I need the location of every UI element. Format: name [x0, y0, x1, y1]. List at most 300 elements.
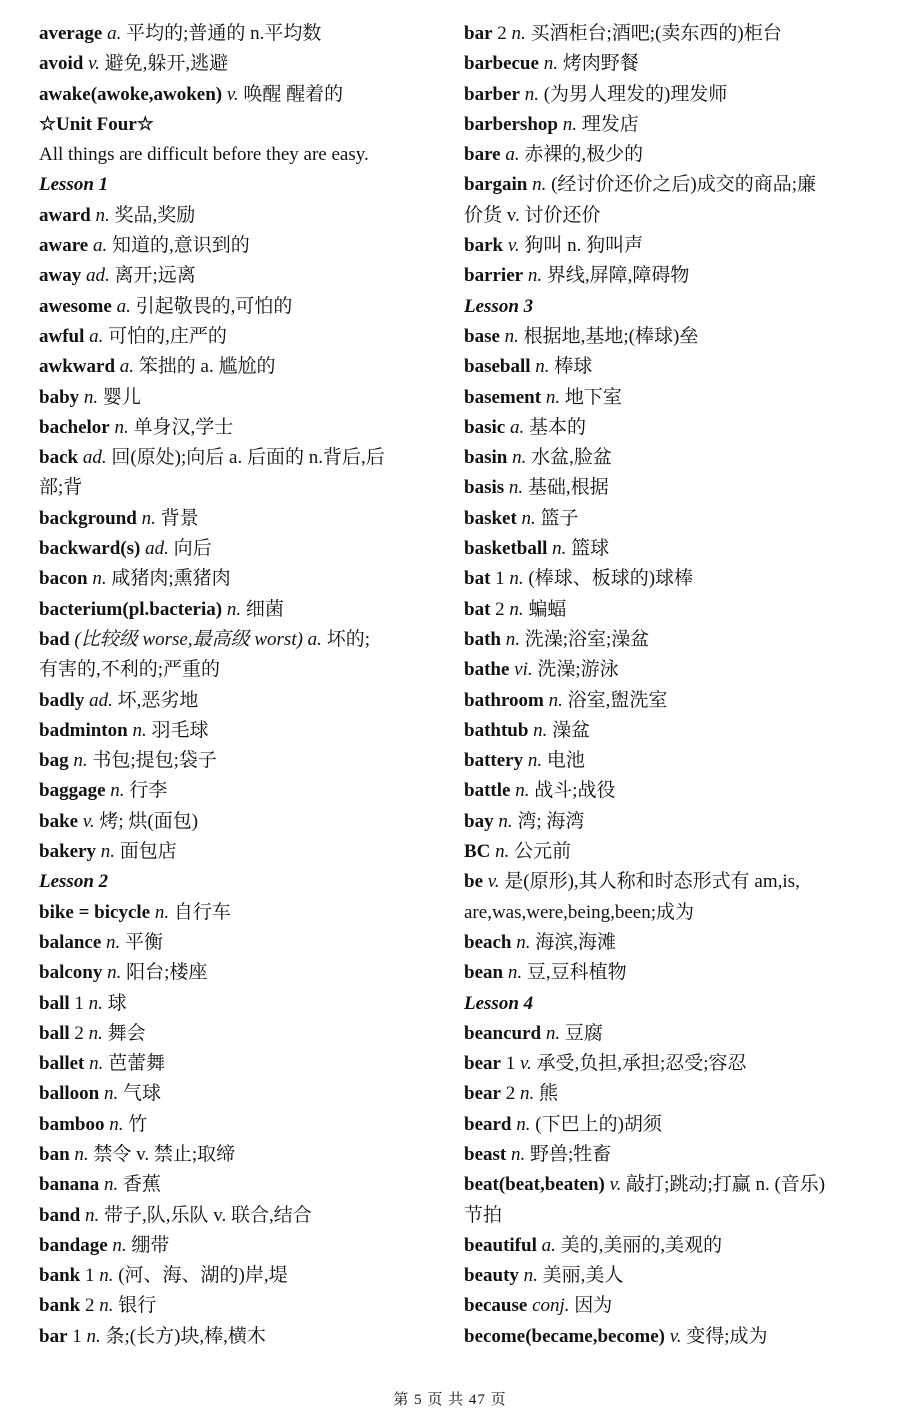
dictionary-entry [464, 1322, 874, 1352]
dictionary-entry [39, 1170, 439, 1200]
definition: 书包;提包;袋子 [92, 750, 217, 772]
part-of-speech: v. [519, 1053, 532, 1075]
right-column [464, 19, 874, 1352]
lesson-heading: Lesson 4 [464, 992, 534, 1014]
dictionary-entry [39, 443, 439, 473]
dictionary-entry [464, 383, 874, 413]
part-of-speech: ad. [85, 265, 110, 287]
definition: 平均的;普通的 n.平均数 [126, 23, 322, 44]
dictionary-entry [464, 958, 874, 988]
dictionary-line [464, 1201, 874, 1231]
part-of-speech: n. [516, 1113, 531, 1135]
part-of-speech: n. [505, 628, 520, 650]
dictionary-entry [39, 49, 439, 79]
definition: 公元前 [514, 841, 572, 863]
part-of-speech: n. [532, 174, 547, 196]
definition: 蝙蝠 [528, 598, 567, 620]
part-of-speech: n. [533, 719, 548, 741]
dictionary-line [464, 989, 874, 1019]
definition: 银行 [118, 1295, 157, 1317]
headword: avoid [39, 53, 84, 75]
headword: bean [464, 962, 504, 984]
part-of-speech: v. [226, 83, 239, 105]
part-of-speech: n. [110, 780, 125, 802]
definition: 坏,恶劣地 [117, 689, 199, 711]
part-of-speech: n. [515, 780, 530, 802]
sense-number: 2 [497, 23, 507, 44]
part-of-speech: n. [511, 23, 526, 44]
headword: ball [39, 992, 70, 1014]
dictionary-entry [464, 564, 874, 594]
sense-number: 1 [74, 992, 84, 1014]
headword: basket [464, 507, 517, 529]
dictionary-entry [39, 1079, 439, 1109]
sense-number: 1 [72, 1325, 82, 1347]
definition: (河、海、湖的)岸,堤 [118, 1265, 288, 1287]
dictionary-entry [464, 716, 874, 746]
dictionary-entry [464, 473, 874, 503]
headword: barbecue [464, 53, 539, 75]
headword: beautiful [464, 1234, 537, 1256]
part-of-speech: conj. [532, 1295, 570, 1317]
dictionary-entry [464, 1140, 874, 1170]
definition: 根据地,基地;(棒球)垒 [523, 325, 699, 347]
dictionary-entry [464, 49, 874, 79]
part-of-speech: n. [498, 810, 513, 832]
headword: badminton [39, 719, 128, 741]
dictionary-line [39, 867, 439, 897]
headword: base [464, 325, 500, 347]
dictionary-entry [464, 928, 874, 958]
definition: 洗澡;浴室;澡盆 [524, 628, 650, 650]
part-of-speech: n. [521, 507, 536, 529]
dictionary-entry [464, 807, 874, 837]
part-of-speech: n. [89, 1053, 104, 1075]
headword: basis [464, 477, 505, 499]
definition: 避免,躲开,逃避 [104, 53, 229, 75]
headword: awful [39, 325, 85, 347]
headword: beat(beat,beaten) [464, 1174, 605, 1196]
dictionary-entry [39, 534, 439, 564]
definition: 球 [107, 992, 127, 1014]
headword: battle [464, 780, 511, 802]
headword: bake [39, 810, 79, 832]
definition: 背景 [160, 507, 199, 529]
definition: 理发店 [581, 113, 639, 135]
headword: bar [464, 23, 493, 44]
dictionary-entry [39, 989, 439, 1019]
headword: backward(s) [39, 538, 141, 560]
part-of-speech: n. [504, 325, 519, 347]
definition: 咸猪肉;熏猪肉 [111, 568, 231, 590]
sense-number: 1 [84, 1265, 95, 1287]
headword: bat [464, 568, 491, 590]
part-of-speech: n. [88, 992, 103, 1014]
sense-number: 1 [505, 1053, 516, 1075]
dictionary-entry [464, 1261, 874, 1291]
definition: 战斗;战役 [534, 780, 616, 802]
dictionary-entry [39, 322, 439, 352]
headword: band [39, 1204, 81, 1226]
dictionary-line [464, 201, 874, 231]
headword: baseball [464, 356, 531, 378]
dictionary-entry [464, 322, 874, 352]
headword: bamboo [39, 1113, 105, 1135]
part-of-speech: n. [132, 719, 147, 741]
part-of-speech: n. [495, 841, 510, 863]
definition: 买酒柜台;酒吧;(卖东西的)柜台 [530, 23, 782, 44]
part-of-speech: (比较级 worse,最高级 worst) a. [74, 628, 322, 650]
definition: 篮子 [540, 507, 579, 529]
dictionary-entry [39, 686, 439, 716]
definition: 向后 [173, 538, 212, 560]
definition: 敲打;跳动;打赢 n. (音乐) [626, 1174, 826, 1196]
headword: bark [464, 235, 504, 257]
part-of-speech: n. [509, 598, 524, 620]
definition: 赤裸的,极少的 [524, 144, 644, 166]
dictionary-entry [464, 1019, 874, 1049]
definition: 气球 [122, 1083, 161, 1105]
headword: bandage [39, 1234, 108, 1256]
definition: 禁令 v. 禁止;取缔 [93, 1143, 236, 1165]
dictionary-entry [39, 19, 439, 49]
headword: awesome [39, 295, 112, 317]
dictionary-entry [39, 413, 439, 443]
headword: beauty [464, 1265, 519, 1287]
definition: 带子,队,乐队 v. 联合,结合 [103, 1204, 312, 1226]
definition: 美丽,美人 [542, 1265, 624, 1287]
part-of-speech: n. [562, 113, 577, 135]
dictionary-entry [464, 352, 874, 382]
dictionary-entry [464, 231, 874, 261]
dictionary-entry [39, 292, 439, 322]
headword: bathtub [464, 719, 529, 741]
part-of-speech: n. [100, 841, 115, 863]
lesson-heading: Lesson 2 [39, 871, 109, 893]
part-of-speech: n. [552, 538, 567, 560]
part-of-speech: n. [92, 568, 107, 590]
part-of-speech: n. [510, 1143, 526, 1165]
definition: 因为 [574, 1295, 613, 1317]
definition: (经讨价还价之后)成交的商品;廉 [551, 174, 817, 196]
part-of-speech: v. [82, 810, 95, 832]
part-of-speech: n. [103, 1174, 119, 1196]
headword: banana [39, 1174, 100, 1196]
headword: baby [39, 386, 80, 408]
dictionary-entry [39, 1322, 439, 1352]
left-column [39, 19, 439, 1352]
part-of-speech: n. [535, 356, 550, 378]
part-of-speech: vi. [514, 659, 533, 681]
continuation-text: 有害的,不利的;严重的 [39, 659, 221, 681]
definition: 回(原处);向后 a. 后面的 n.背后,后 [111, 447, 385, 469]
part-of-speech: n. [512, 447, 527, 469]
dictionary-entry [39, 625, 439, 655]
dictionary-entry [464, 170, 874, 200]
definition: 香蕉 [122, 1174, 161, 1196]
continuation-text: are,was,were,being,been;成为 [464, 901, 695, 923]
part-of-speech: n. [84, 1204, 100, 1226]
dictionary-entry [464, 776, 874, 806]
part-of-speech: v. [507, 235, 520, 257]
definition: 婴儿 [102, 386, 141, 408]
sense-number: 2 [495, 598, 505, 620]
part-of-speech: n. [88, 1022, 103, 1044]
headword: bachelor [39, 416, 110, 438]
part-of-speech: v. [669, 1325, 682, 1347]
definition: 浴室,盥洗室 [567, 689, 668, 711]
continuation-text: 节拍 [464, 1204, 503, 1226]
dictionary-line [464, 898, 874, 928]
headword: bathroom [464, 689, 544, 711]
definition: 野兽;牲畜 [529, 1143, 612, 1165]
dictionary-entry [464, 595, 874, 625]
part-of-speech: n. [86, 1325, 101, 1347]
definition: 绷带 [131, 1234, 170, 1256]
part-of-speech: ad. [145, 538, 169, 560]
definition: 界线,屏障,障碍物 [546, 265, 690, 287]
headword: balcony [39, 962, 103, 984]
definition: 豆,豆科植物 [526, 962, 627, 984]
definition: 海滨,海滩 [535, 931, 617, 953]
headword: awake(awoke,awoken) [39, 83, 223, 105]
part-of-speech: ad. [82, 447, 107, 469]
headword: bear [464, 1083, 501, 1105]
headword: badly [39, 689, 85, 711]
headword: awkward [39, 356, 116, 378]
headword: battery [464, 750, 524, 772]
dictionary-line [39, 170, 439, 200]
part-of-speech: a. [89, 325, 104, 347]
part-of-speech: a. [509, 416, 525, 438]
dictionary-entry [464, 261, 874, 291]
definition: 豆腐 [564, 1022, 603, 1044]
headword: bear [464, 1053, 501, 1075]
part-of-speech: n. [83, 386, 99, 408]
part-of-speech: n. [141, 507, 156, 529]
definition: 面包店 [119, 841, 177, 863]
dictionary-entry [39, 807, 439, 837]
dictionary-line [39, 110, 439, 140]
headword: basic [464, 416, 506, 438]
definition: 熊 [538, 1083, 558, 1105]
definition: 细菌 [245, 598, 284, 620]
part-of-speech: n. [507, 962, 523, 984]
headword: be [464, 871, 483, 893]
part-of-speech: n. [226, 598, 242, 620]
dictionary-entry [464, 140, 874, 170]
definition: 羽毛球 [151, 719, 209, 741]
definition: (下巴上的)胡须 [535, 1113, 662, 1135]
definition: 电池 [546, 750, 585, 772]
dictionary-entry [39, 1201, 439, 1231]
dictionary-entry [464, 1170, 874, 1200]
definition: 平衡 [125, 931, 164, 953]
part-of-speech: n. [523, 1265, 538, 1287]
dictionary-entry [464, 110, 874, 140]
dictionary-entry [39, 837, 439, 867]
definition: 烤; 烘(面包) [99, 810, 199, 832]
definition: 奖品,奖励 [114, 204, 196, 226]
dictionary-line [39, 140, 439, 170]
headword: barbershop [464, 113, 558, 135]
dictionary-entry [464, 837, 874, 867]
lesson-heading: Lesson 1 [39, 174, 109, 196]
part-of-speech: n. [114, 416, 129, 438]
part-of-speech: n. [545, 386, 561, 408]
definition: 自行车 [173, 901, 231, 923]
definition: 条;(长方)块,棒,横木 [105, 1325, 266, 1347]
headword: bacon [39, 568, 88, 590]
part-of-speech: n. [527, 265, 543, 287]
dictionary-entry [464, 1110, 874, 1140]
definition: 舞会 [107, 1022, 146, 1044]
continuation-text: 价货 v. 讨价还价 [464, 204, 601, 226]
dictionary-entry [39, 201, 439, 231]
headword: because [464, 1295, 528, 1317]
headword: become(became,become) [464, 1325, 665, 1347]
definition: 基础,根据 [527, 477, 609, 499]
dictionary-entry [39, 352, 439, 382]
dictionary-entry [39, 1110, 439, 1140]
headword: beast [464, 1143, 507, 1165]
headword: beard [464, 1113, 512, 1135]
dictionary-entry [464, 655, 874, 685]
headword: beach [464, 931, 512, 953]
part-of-speech: n. [99, 1265, 114, 1287]
headword: beancurd [464, 1022, 542, 1044]
definition: 唤醒 醒着的 [243, 83, 344, 105]
part-of-speech: a. [107, 23, 122, 44]
definition: 水盆,脸盆 [531, 447, 612, 469]
headword: bank [39, 1295, 81, 1317]
part-of-speech: n. [103, 1083, 119, 1105]
part-of-speech: n. [527, 750, 543, 772]
page-footer: 第 5 页 共 47 页 [393, 1392, 507, 1408]
dictionary-entry [464, 867, 874, 897]
dictionary-entry [39, 776, 439, 806]
headword: aware [39, 235, 89, 257]
dictionary-entry [39, 1231, 439, 1261]
headword: basin [464, 447, 508, 469]
headword: background [39, 507, 137, 529]
definition: 洗澡;游泳 [537, 659, 619, 681]
part-of-speech: n. [73, 750, 88, 772]
definition: 地下室 [564, 386, 622, 408]
definition: 竹 [128, 1113, 148, 1135]
part-of-speech: n. [109, 1113, 124, 1135]
definition: 狗叫 n. 狗叫声 [524, 235, 644, 257]
dictionary-line [39, 473, 439, 503]
definition: 行李 [129, 780, 168, 802]
dictionary-entry [464, 1079, 874, 1109]
headword: bike = bicycle [39, 901, 151, 923]
part-of-speech: n. [545, 1022, 561, 1044]
definition: 烤肉野餐 [562, 53, 639, 75]
part-of-speech: n. [509, 568, 524, 590]
definition: 是(原形),其人称和时态形式有 am,is, [504, 871, 800, 893]
headword: bay [464, 810, 494, 832]
definition: 变得;成为 [686, 1325, 768, 1347]
definition: 可怕的,庄严的 [108, 325, 227, 347]
part-of-speech: n. [154, 901, 170, 923]
part-of-speech: n. [508, 477, 524, 499]
definition: 棒球 [554, 356, 593, 378]
definition: 阳台;楼座 [126, 962, 208, 984]
part-of-speech: n. [107, 962, 122, 984]
part-of-speech: v. [487, 871, 500, 893]
part-of-speech: n. [74, 1143, 89, 1165]
headword: bare [464, 144, 501, 166]
headword: barrier [464, 265, 524, 287]
definition: 美的,美丽的,美观的 [560, 1234, 723, 1256]
definition: 笨拙的 a. 尴尬的 [138, 356, 276, 378]
dictionary-entry [39, 958, 439, 988]
headword: basement [464, 386, 542, 408]
headword: balloon [39, 1083, 100, 1105]
headword: bat [464, 598, 491, 620]
headword: bathe [464, 659, 510, 681]
definition: 澡盆 [552, 719, 591, 741]
headword: ban [39, 1143, 70, 1165]
headword: BC [464, 841, 491, 863]
sense-number: 2 [505, 1083, 516, 1105]
dictionary-entry [39, 898, 439, 928]
part-of-speech: n. [106, 931, 121, 953]
headword: basketball [464, 538, 548, 560]
dictionary-entry [464, 1049, 874, 1079]
part-of-speech: n. [99, 1295, 114, 1317]
headword: award [39, 204, 91, 226]
headword: bad [39, 628, 70, 650]
dictionary-entry [464, 1231, 874, 1261]
headword: bag [39, 750, 69, 772]
continuation-text: 部;背 [39, 477, 83, 499]
headword: bath [464, 628, 501, 650]
dictionary-entry [39, 1261, 439, 1291]
headword: bank [39, 1265, 81, 1287]
definition: 篮球 [571, 538, 610, 560]
dictionary-entry [39, 1140, 439, 1170]
headword: average [39, 23, 103, 44]
dictionary-entry [39, 1291, 439, 1321]
definition: 离开;远离 [114, 265, 196, 287]
definition: 承受,负担,承担;忍受;容忍 [536, 1053, 747, 1075]
headword: back [39, 447, 79, 469]
part-of-speech: v. [609, 1174, 622, 1196]
sense-number: 2 [74, 1022, 84, 1044]
headword: bargain [464, 174, 528, 196]
definition: 知道的,意识到的 [112, 235, 250, 257]
dictionary-entry [464, 504, 874, 534]
definition: 湾; 海湾 [517, 810, 585, 832]
dictionary-entry [464, 80, 874, 110]
dictionary-entry [39, 1019, 439, 1049]
dictionary-entry [464, 686, 874, 716]
headword: ballet [39, 1053, 85, 1075]
part-of-speech: n. [543, 53, 558, 75]
part-of-speech: a. [116, 295, 131, 317]
headword: away [39, 265, 82, 287]
headword: balance [39, 931, 102, 953]
dictionary-entry [39, 80, 439, 110]
headword: ball [39, 1022, 70, 1044]
part-of-speech: n. [516, 931, 531, 953]
part-of-speech: n. [519, 1083, 535, 1105]
definition: 芭蕾舞 [108, 1053, 166, 1075]
dictionary-entry [39, 1049, 439, 1079]
part-of-speech: ad. [89, 689, 113, 711]
